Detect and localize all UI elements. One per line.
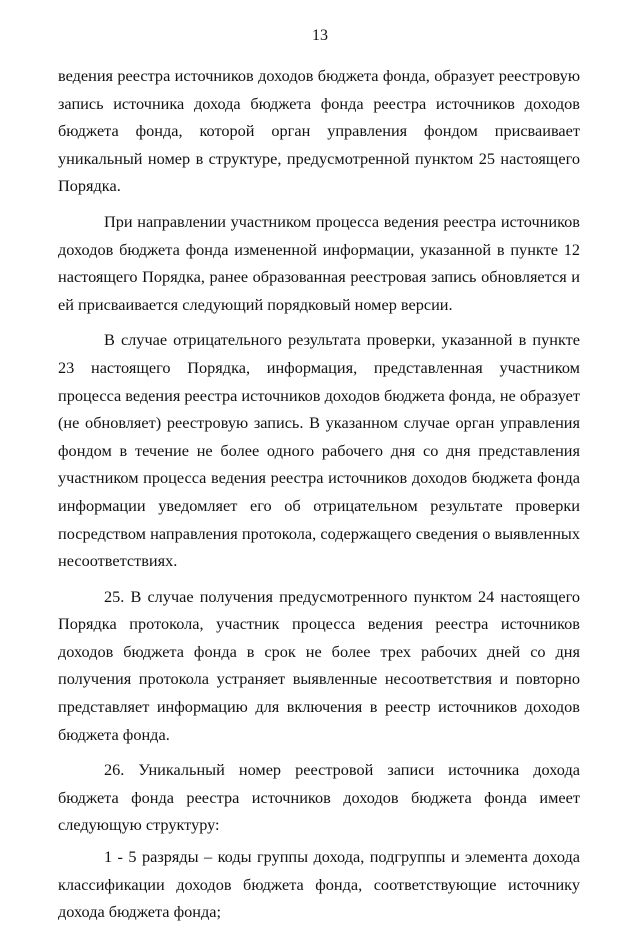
paragraph-continuation: ведения реестра источников доходов бюджета фонда, образует реестровую запись источника дохода бюджета фонда реестра источников доходов бюджета фонда, которой орган управления фондом присваивает уникальный номер в структуре, предусмотренной пунктом 25 настоящего Порядка.	[58, 66, 580, 196]
paragraph-item-26: 26. Уникальный номер реестровой записи источника дохода бюджета фонда реестра источников доходов бюджета фонда имеет следующую структуру:	[58, 760, 580, 835]
paragraph-updated-info: При направлении участником процесса ведения реестра источников доходов бюджета фонда измененной информации, указанной в пункте 12 настоящего Порядка, ранее образованная реестровая запись обновляется и ей присваивается следующий порядковый номер версии.	[58, 211, 580, 314]
page-number: 13	[312, 27, 328, 44]
paragraph-item-25: 25. В случае получения предусмотренного пунктом 24 настоящего Порядка протокола, участник процесса ведения реестра источников доходов бюджета фонда в срок не более трех рабочих дней со дня получения протокола устраняет выявленные несоответствия и повторно представляет информацию для включения в реестр источников доходов бюджета фонда.	[58, 586, 580, 744]
document-body	[58, 62, 580, 934]
paragraph-digits-1-5: 1 - 5 разряды – коды группы дохода, подгруппы и элемента дохода классификации доходов бюджета фонда, соответствующие источнику дохода бюджета фонда;	[58, 847, 580, 922]
paragraph-negative-result: В случае отрицательного результата проверки, указанной в пункте 23 настоящего Порядка, информация, представленная участником процесса ведения реестра источников доходов бюджета фонда, не образует (не обновляет) реестровую запись. В указанном случае орган управления фондом в течение не более одного рабочего дня со дня представления участником процесса ведения реестра источников доходов бюджета фонда информации уведомляет его об отрицательном результате проверки посредством направления протокола, содержащего сведения о выявленных несоответствиях.	[58, 330, 580, 571]
